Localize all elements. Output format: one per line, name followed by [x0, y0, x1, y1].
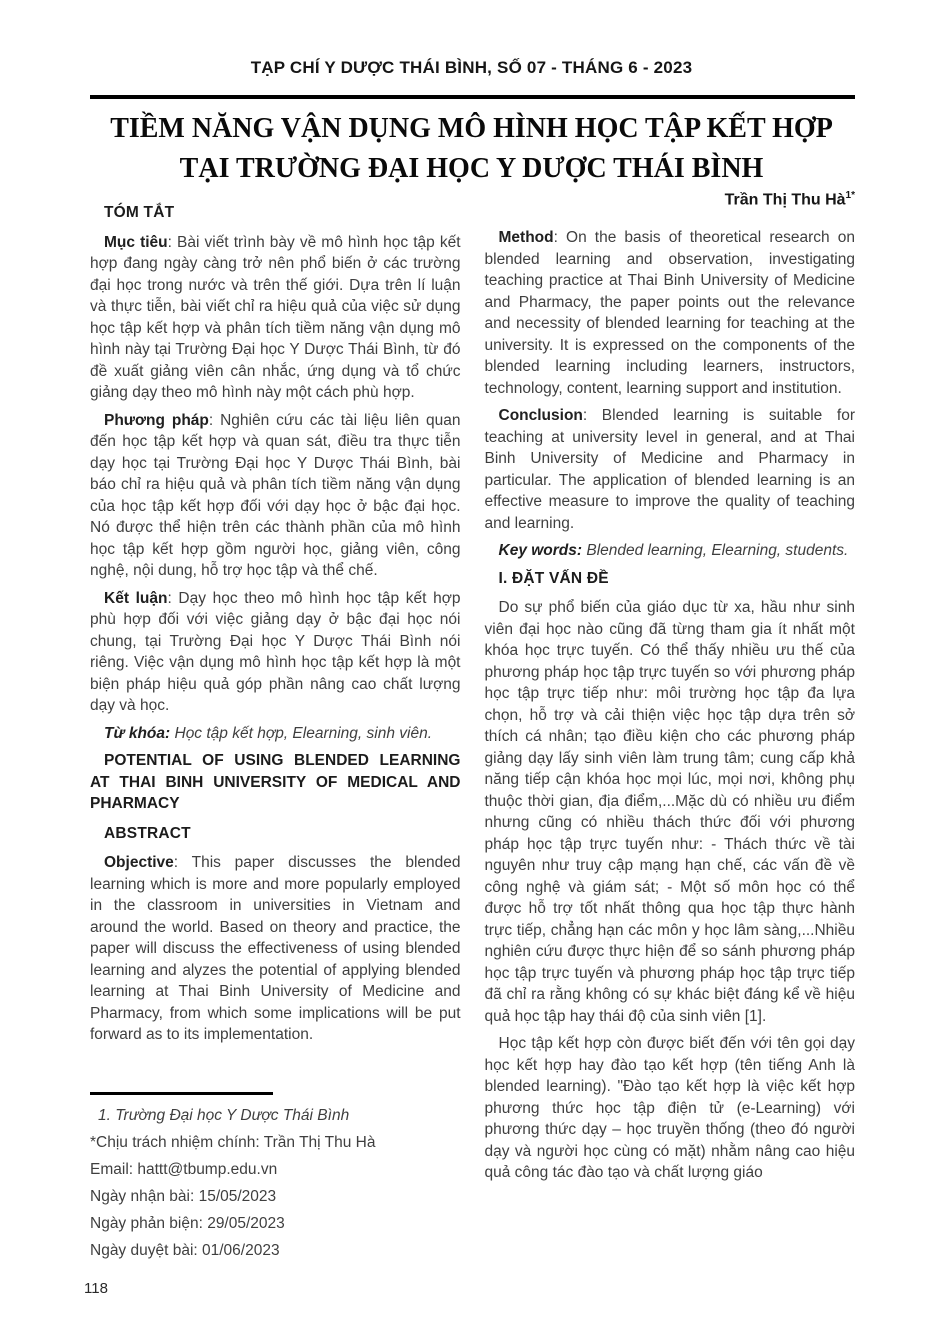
tom-tat-heading: TÓM TẮT: [104, 204, 175, 221]
conclusion-label: Conclusion: [498, 407, 583, 424]
method-label: Method: [498, 229, 554, 246]
journal-header: TẠP CHÍ Y DƯỢC THÁI BÌNH, SỐ 07 - THÁNG 6 - 2023: [250, 58, 693, 77]
muc-tieu-paragraph: [90, 232, 461, 404]
tu-khoa-paragraph: [90, 723, 461, 745]
author-name: Trần Thị Thu Hà: [724, 191, 846, 209]
footnote-accepted-date: Ngày duyệt bài: 01/06/2023: [90, 1242, 280, 1259]
phuong-phap-text: : Nghiên cứu các tài liệu liên quan đến học tập kết hợp và quan sát, điều tra thực tiễn dạy học tại Trường Đại học Y Dược Thái Bình, bài báo chỉ ra hiệu quả và phân tích tiềm năng vận dụng của học tập kết hợp đối với dạy học ở bậc đại học. Nó được thể hiện trên các thành phần của mô hình học tập kết hợp gồm người học, giảng viên, công nghệ, nội dung, hỗ trợ học tập và thể chế.: [90, 411, 461, 579]
ket-luan-text: : Dạy học theo mô hình học tập kết hợp phù hợp đối với việc giảng dạy ở bậc đại học nói chung, tại Trường Đại học Y Dược Thái Bình nói riêng. Việc vận dụng mô hình học tập kết hợp là một biện pháp hiệu quả góp phần nâng cao chất lượng dạy và học.: [90, 589, 461, 714]
key-words-label: Key words:: [498, 542, 583, 559]
objective-paragraph: [90, 852, 461, 1046]
footnote-responsibility: *Chịu trách nhiệm chính: Trần Thị Thu Hà: [90, 1134, 376, 1151]
method-paragraph: [485, 227, 856, 399]
footnote-block: [90, 1092, 462, 1264]
conclusion-text: : Blended learning is suitable for teaching at university level in general, and at Thai Binh University of Medicine and Pharmacy in particular. The application of blended learning is an effective measure to improve the quality of teaching and learning.: [484, 407, 855, 532]
abstract-heading: ABSTRACT: [104, 824, 191, 842]
method-text: : On the basis of theoretical research on blended learning and observation, investigating teaching practice at Thai Binh University of Medicine and Pharmacy, the paper points out the relevance and necessity of blended learning for teaching at the university. It is expressed on the components of the blended learning including learners, instructors, technology, content, learning support and institution.: [484, 229, 855, 397]
key-words-text: Blended learning, Elearning, students.: [582, 542, 849, 559]
phuong-phap-label: Phương pháp: [104, 411, 209, 429]
article-title-line2: TẠI TRƯỜNG ĐẠI HỌC Y DƯỢC THÁI BÌNH: [179, 153, 764, 184]
footnote-separator: [90, 1092, 273, 1095]
objective-text: : This paper discusses the blended learning which is more and more popularly employed in the classroom in universities in Vietnam and around the world. Based on theory and practice, the paper will discuss the effectiveness of using blended learning and alyzes the potential of applying blended learning at Thai Binh University of Medicine and Pharmacy, from which some implications will be put forward as to its implementation.: [90, 854, 461, 1043]
muc-tieu-label: Mục tiêu: [104, 233, 168, 251]
page-number: 118: [84, 1280, 108, 1297]
muc-tieu-text: : Bài viết trình bày về mô hình học tập kết hợp đang ngày càng trở nên phổ biến ở các trường đại học trong nước và trên thế giới. Dựa trên lí luận và thực tiễn, bài viết chỉ ra hiệu quả của việc sử dụng học tập kết hợp và phân tích tiềm năng vận dụng mô hình này tại Trường Đại học Y Dược Thái Bình, từ đó đề xuất giảng viên cân nhắc, ứng dụng và tổ chức giảng dạy theo mô hình này một cách phù hợp.: [90, 233, 461, 401]
intro-paragraph-2: Học tập kết hợp còn được biết đến với tên gọi dạy học kết hợp hay đào tạo kết hợp (tên tiếng Anh là blended learning). "Đào tạo kết hợp là việc kết hợp phương thức học tập điện tử (e-Learning) với phương thức dạy – học truyền thống (theo đó người dạy và người học cùng có mặt) nhằm nâng cao hiệu quả công tác đào tạo và chất lượng giáo: [484, 1035, 855, 1181]
right-column: [485, 200, 856, 1190]
ket-luan-label: Kết luận: [104, 589, 168, 607]
objective-label: Objective: [104, 854, 174, 871]
english-title: POTENTIAL OF USING BLENDED LEARNING AT THAI BINH UNIVERSITY OF MEDICAL AND PHARMACY: [90, 752, 461, 812]
footnote-email: Email: hattt@tbump.edu.vn: [90, 1161, 278, 1178]
footnote-received-date: Ngày nhận bài: 15/05/2023: [90, 1188, 277, 1205]
article-title-line1: TIỀM NĂNG VẬN DỤNG MÔ HÌNH HỌC TẬP KẾT HỢP: [110, 113, 833, 144]
ket-luan-paragraph: [90, 588, 461, 717]
footnote-review-date: Ngày phản biện: 29/05/2023: [90, 1215, 285, 1232]
header-rule: [90, 95, 855, 99]
phuong-phap-paragraph: [90, 410, 461, 582]
left-column: [90, 200, 461, 1190]
tu-khoa-text: Học tập kết hợp, Elearning, sinh viên.: [170, 724, 433, 742]
intro-paragraph-1: Do sự phổ biến của giáo dục từ xa, hầu như sinh viên đại học nào cũng đã từng tham gia ít nhất một khóa học trực tuyến. Có thể thấy nhiều ưu thế của phương pháp học tập trực tuyến so với phương pháp học tập trực tiếp như: môi trường học tập đa lựa chọn, hỗ trợ và cải thiện việc học tập dựa trên sở thích cá nhân; tạo điều kiện cho các phương pháp giảng dạy lấy sinh viên làm trung tâm; cung cấp khả năng tiếp cận khóa học mọi lúc, mọi nơi, không phụ thuộc thời gian, địa điểm,...Mặc dù có nhiều ưu điểm nhưng cũng có nhiều thách thức đối với phương pháp học tập trực tuyến như: - Thách thức về tài nguyên như truy cập mạng hạn chế, các vấn đề về công nghệ và giám sát; - Một số môn học có thể được hỗ trợ tốt nhất thông qua học tập thực hành trực tiếp, chẳng hạn các môn y học lâm sàng,...Nhiều nghiên cứu được thực hiện để so sánh phương pháp học tập trực tuyến và phương pháp học tập trực tiếp đã chỉ ra rằng không có sự khác biệt đáng kể về hiệu quả học tập hay thái độ của sinh viên [1].: [484, 599, 855, 1025]
two-column-body: [90, 200, 855, 1190]
conclusion-paragraph: [485, 405, 856, 534]
section-1-heading: I. ĐẶT VẤN ĐỀ: [498, 569, 609, 587]
tu-khoa-label: Từ khóa:: [104, 724, 171, 742]
footnote-affiliation: 1. Trường Đại học Y Dược Thái Bình: [98, 1107, 350, 1124]
key-words-paragraph: [485, 540, 856, 562]
author-superscript: 1*: [845, 190, 855, 201]
